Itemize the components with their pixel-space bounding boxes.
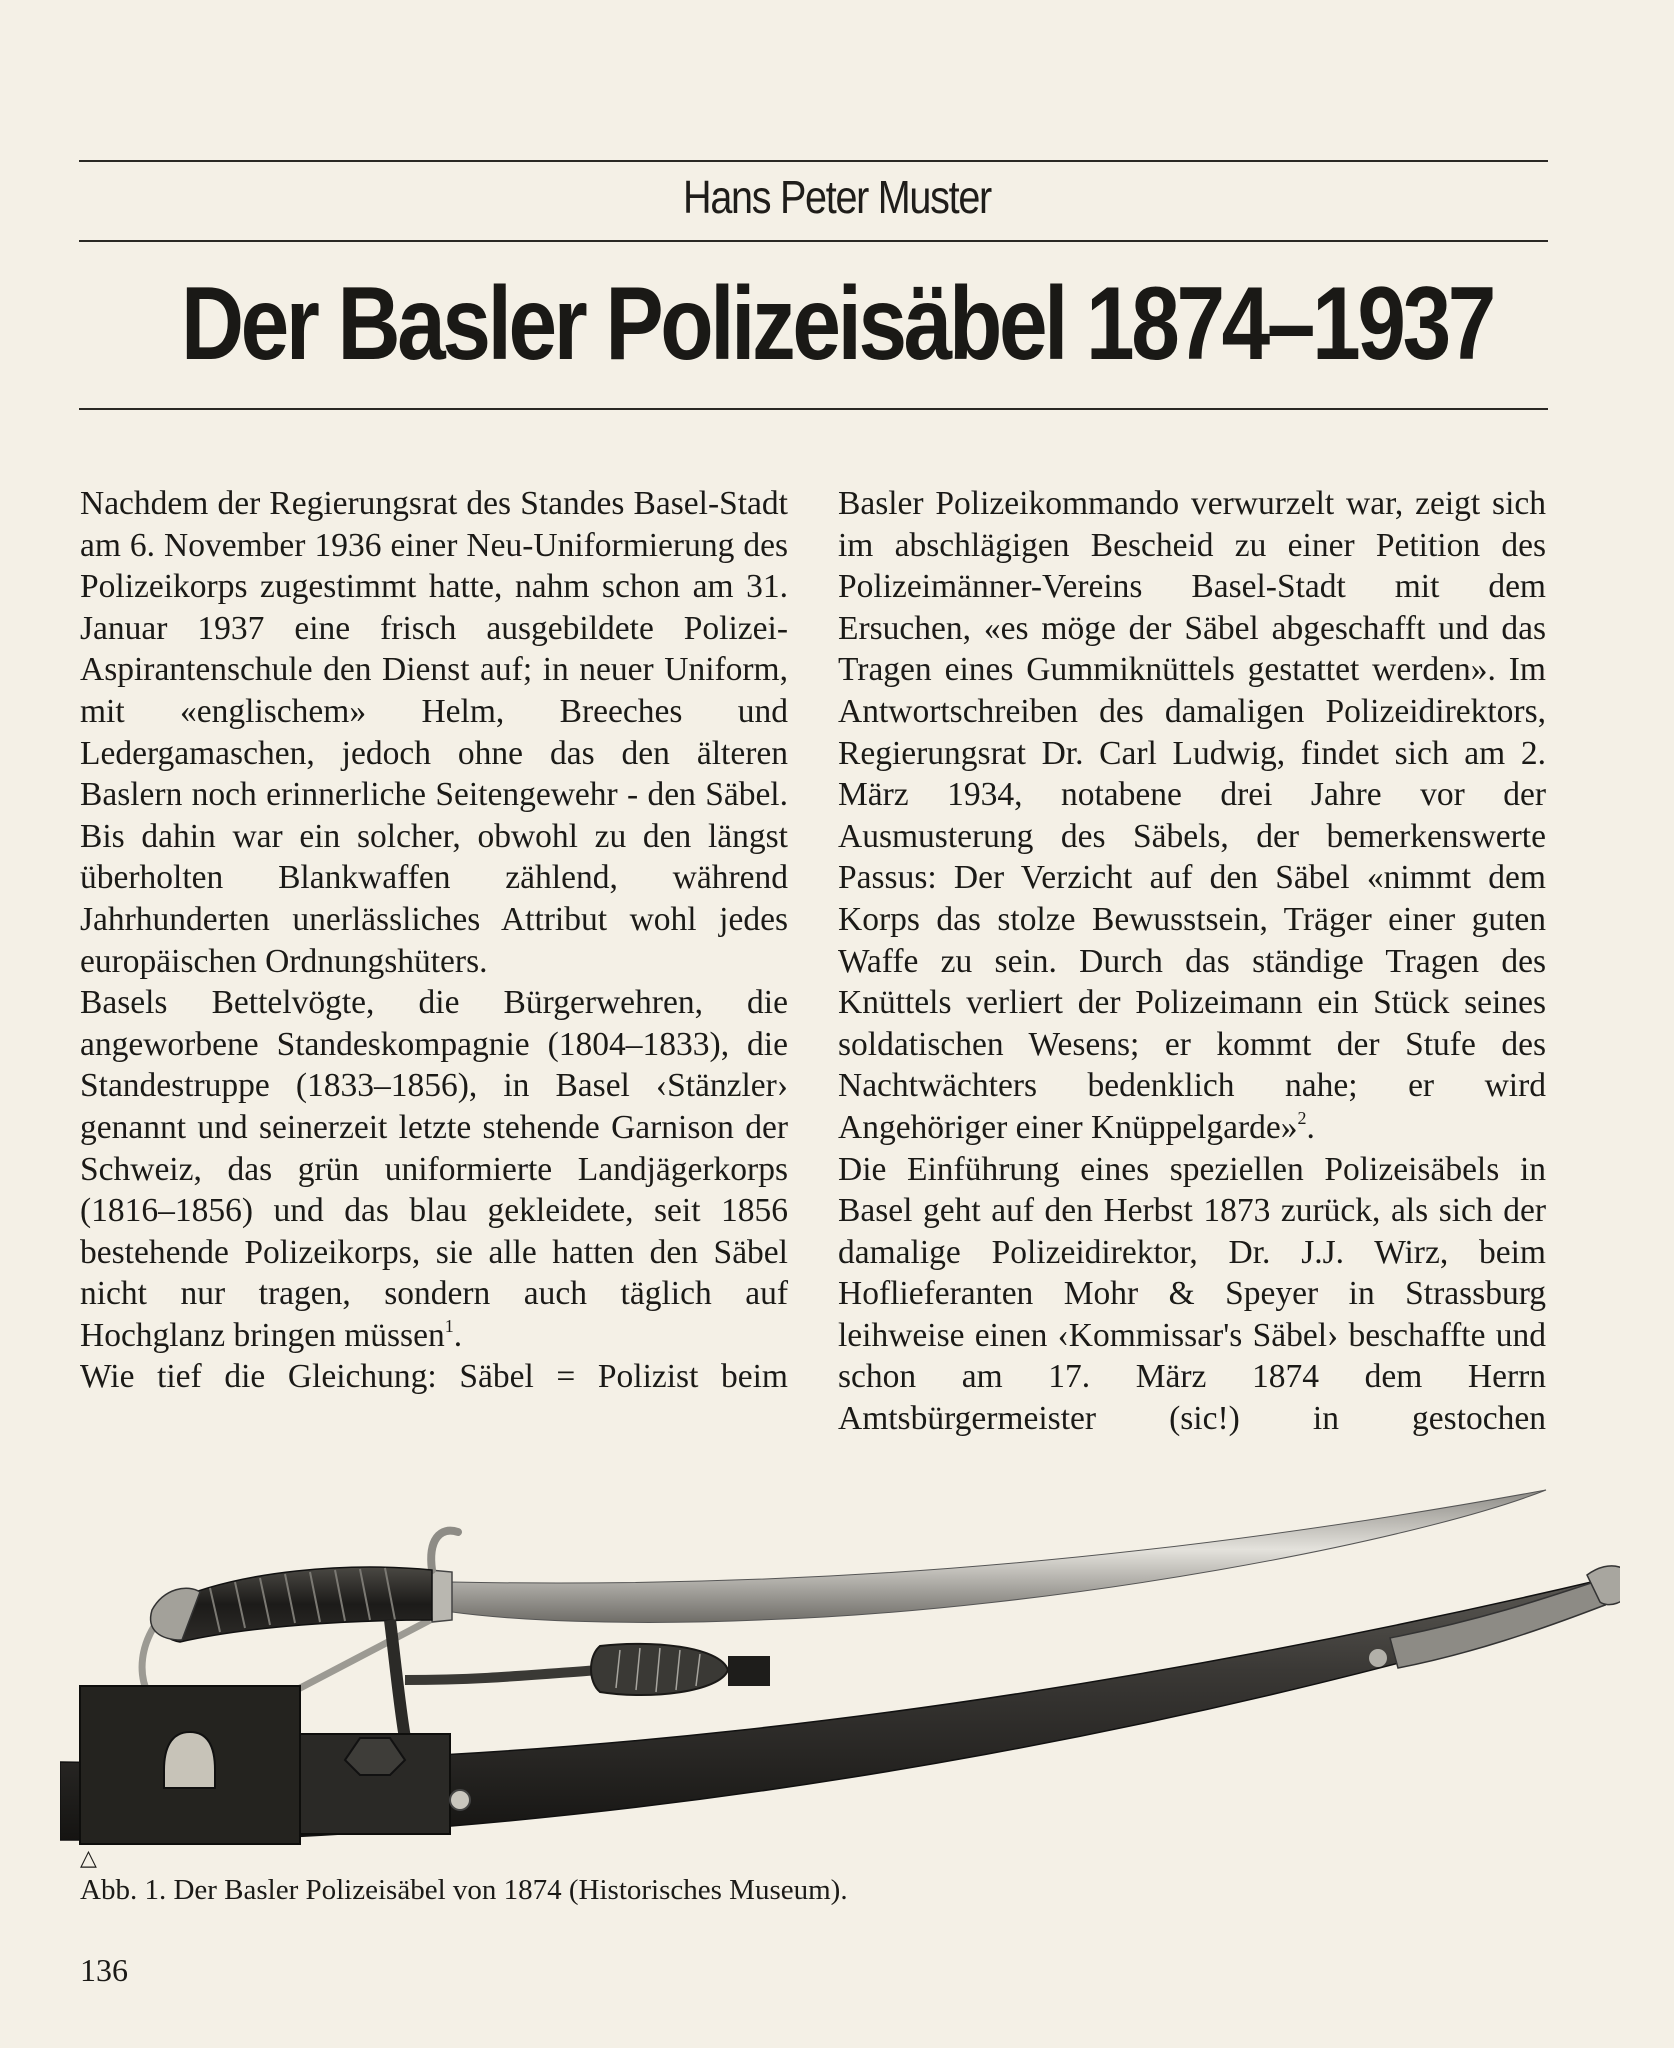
page-number: 136	[80, 1952, 128, 1988]
figure-caption: Abb. 1. Der Basler Polizeisäbel von 1874 (Historisches Museum).	[80, 1874, 848, 1906]
paragraph-end: .	[1306, 1108, 1315, 1146]
article-title: Der Basler Polizeisäbel 1874–1937	[180, 266, 1494, 382]
tassel-cap	[728, 1656, 770, 1686]
paragraph: Nachdem der Regierungsrat des Standes Basel-Stadt am 6. November 1936 einer Neu-Uniformierung des Polizeikorps zugestimmt hatte, nahm schon am 31. Januar 1937 eine frisch ausgebildete Polizei-Aspirantenschule den Dienst auf; in neuer Uniform, mit «englischem» Helm, Breeches und Ledergamaschen, jedoch ohne das den älteren Baslern noch erinnerliche Seitengewehr - den Säbel. Bis dahin war ein solcher, obwohl zu den längst überholten Blankwaffen zählend, während Jahrhunderten unerlässliches Attribut wohl jedes europäischen Ordnungshüters.	[80, 485, 788, 980]
figure-marker: △	[80, 1846, 97, 1871]
sword-knot-cord	[405, 1670, 600, 1680]
title-rule	[79, 408, 1548, 410]
paragraph-text: Basler Polizeikommando verwurzelt war, zeigt sich im abschlägigen Bescheid zu einer Petition des Polizeimänner-Vereins Basel-Stadt mit dem Ersuchen, «es möge der Säbel abgeschafft und das Tragen eines Gummiknüttels gestattet werden». Im Antwortschreiben des damaligen Polizeidirektors, Regierungsrat Dr. Carl Ludwig, findet sich am 2. März 1934, notabene drei Jahre vor der Ausmusterung des Säbels, der bemerkenswerte Passus: Der Verzicht auf den Säbel «nimmt dem Korps das stolze Bewusstsein, Träger einer guten Waffe zu sein. Durch das ständige Tragen des Knüttels verliert der Polizeimann ein Stück seines soldatischen Wesens; er kommt der Stufe des Nachtwächters bedenklich nahe; er wird Angehöriger einer Knüppelgarde»	[838, 485, 1546, 1146]
text-column-right	[838, 483, 1546, 1440]
saber-quillon-hook	[431, 1531, 458, 1570]
footnote-marker: 2	[1297, 1107, 1307, 1128]
scabbard-ring	[450, 1790, 470, 1810]
author-rule	[79, 240, 1548, 242]
author-name: Hans Peter Muster	[683, 171, 991, 223]
saber-blade	[452, 1490, 1546, 1622]
belt-frog-loop	[164, 1732, 215, 1788]
paragraph	[80, 982, 788, 1356]
paragraph	[838, 483, 1546, 1149]
top-rule	[79, 160, 1548, 162]
scabbard-stud	[1369, 1649, 1387, 1667]
paragraph-end: .	[453, 1316, 463, 1354]
footnote-marker: 1	[444, 1315, 454, 1336]
text-column-left	[80, 483, 788, 1398]
paragraph: Wie tief die Gleichung: Säbel = Polizist beim	[80, 1358, 788, 1396]
paragraph: Die Einführung eines speziellen Polizeisäbels in Basel geht auf den Herbst 1873 zurück, als sich der damalige Polizeidirektor, Dr. J.J. Wirz, beim Hoflieferanten Mohr & Speyer in Strassburg leihweise einen ‹Kommissar's Säbel› beschaffte und schon am 17. März 1874 dem Herrn Amtsbürgermeister (sic!) in gestochen	[838, 1150, 1546, 1438]
paragraph-text: Basels Bettelvögte, die Bürgerwehren, die angeworbene Standeskompagnie (1804–1833), die Standestruppe (1833–1856), in Basel ‹Stänzler› genannt und seinerzeit letzte stehende Garnison der Schweiz, das grün uniformierte Landjägerkorps (1816–1856) und das blau gekleidete, seit 1856 bestehende Polizeikorps, sie alle hatten den Säbel nicht nur tragen, sondern auch täglich auf Hochglanz bringen müssen	[80, 984, 788, 1354]
saber-guard	[430, 1570, 452, 1622]
saber-photograph	[60, 1470, 1620, 1850]
